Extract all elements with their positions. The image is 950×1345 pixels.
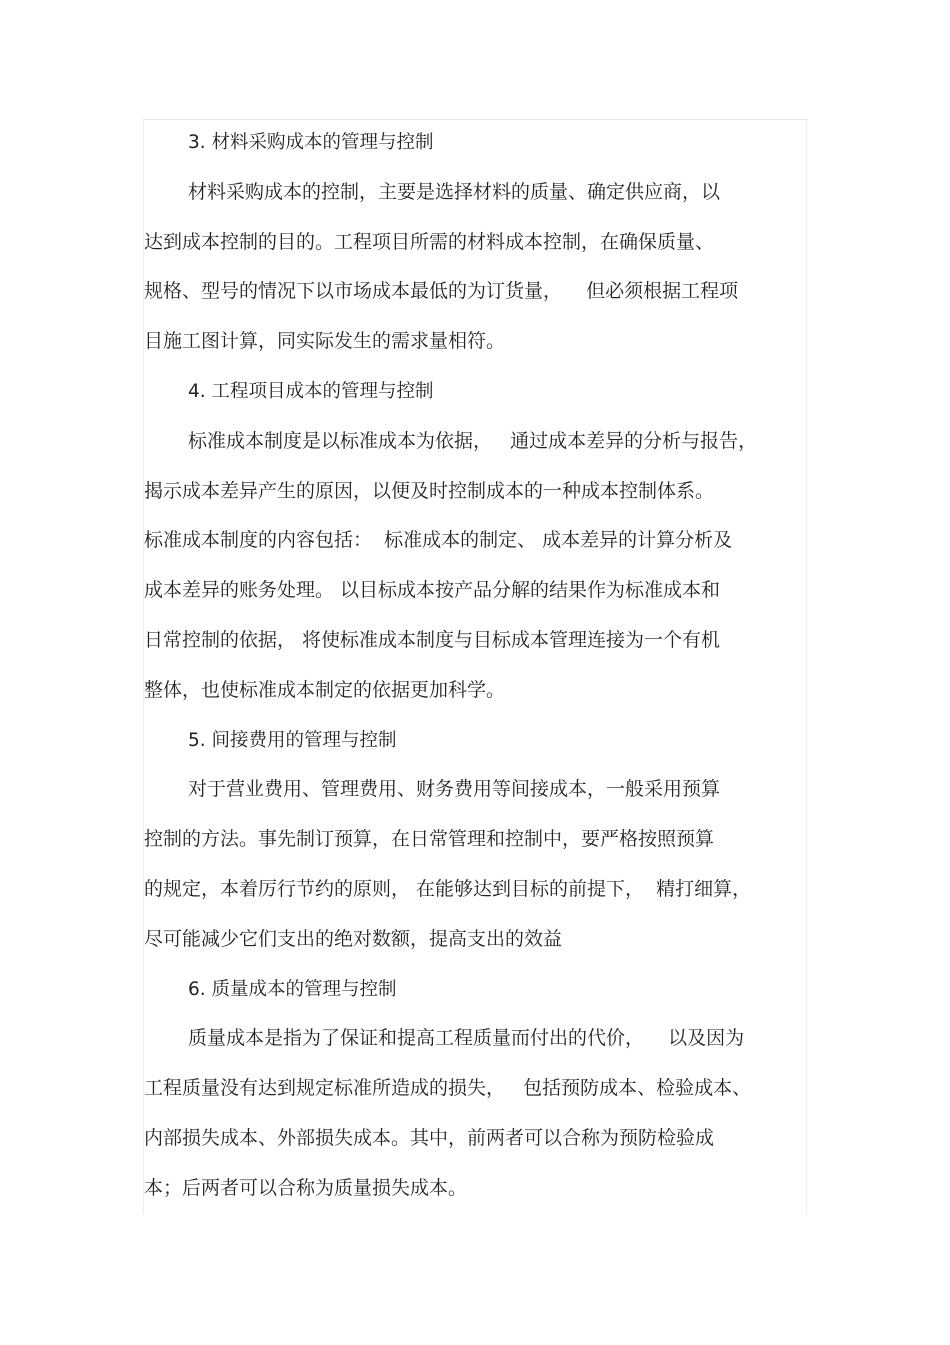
paragraph-line: 成本差异的账务处理。 以目标成本按产品分解的结果作为标准成本和 bbox=[144, 579, 721, 602]
paragraph-line: 控制的方法。事先制订预算，在日常管理和控制中，要严格按照预算 bbox=[144, 828, 715, 851]
section-heading-4: 4. 工程项目成本的管理与控制 bbox=[188, 380, 434, 402]
paragraph-line: 日常控制的依据， 将使标准成本制度与目标成本管理连接为一个有机 bbox=[144, 628, 721, 651]
paragraph-line: 工程质量没有达到规定标准所造成的损失， 包括预防成本、检验成本、 bbox=[144, 1077, 752, 1100]
section-heading-3: 3. 材料采购成本的管理与控制 bbox=[188, 132, 434, 153]
paragraph-line: 标准成本制度的内容包括： 标准成本的制定、 成本差异的计算分析及 bbox=[144, 529, 733, 552]
paragraph-line: 的规定，本着厉行节约的原则， 在能够达到目标的前提下， 精打细算， bbox=[144, 877, 752, 900]
document-body bbox=[144, 118, 806, 1214]
paragraph-line: 标准成本制度是以标准成本为依据， 通过成本差异的分析与报告， bbox=[188, 429, 758, 452]
paragraph-line: 本；后两者可以合称为质量损失成本。 bbox=[144, 1176, 468, 1199]
paragraph-line: 目施工图计算，同实际发生的需求量相符。 bbox=[144, 330, 506, 353]
paragraph-line: 尽可能减少它们支出的绝对数额，提高支出的效益 bbox=[144, 927, 563, 950]
paragraph-line: 规格、型号的情况下以市场成本最低的为订货量， 但必须根据工程项 bbox=[144, 280, 739, 303]
paragraph-line: 揭示成本差异产生的原因，以便及时控制成本的一种成本控制体系。 bbox=[144, 479, 715, 502]
paragraph-line: 内部损失成本、外部损失成本。其中，前两者可以合称为预防检验成 bbox=[144, 1126, 715, 1149]
section-heading-6: 6. 质量成本的管理与控制 bbox=[188, 978, 397, 1000]
paragraph-line: 达到成本控制的目的。工程项目所需的材料成本控制，在确保质量、 bbox=[144, 230, 715, 253]
section-heading-5: 5. 间接费用的管理与控制 bbox=[188, 729, 397, 751]
paragraph-line: 材料采购成本的控制，主要是选择材料的质量、确定供应商，以 bbox=[188, 180, 721, 203]
paragraph-line: 质量成本是指为了保证和提高工程质量而付出的代价， 以及因为 bbox=[188, 1027, 745, 1050]
paragraph-line: 整体，也使标准成本制定的依据更加科学。 bbox=[144, 678, 506, 701]
paragraph-line: 对于营业费用、管理费用、财务费用等间接成本，一般采用预算 bbox=[188, 778, 721, 801]
